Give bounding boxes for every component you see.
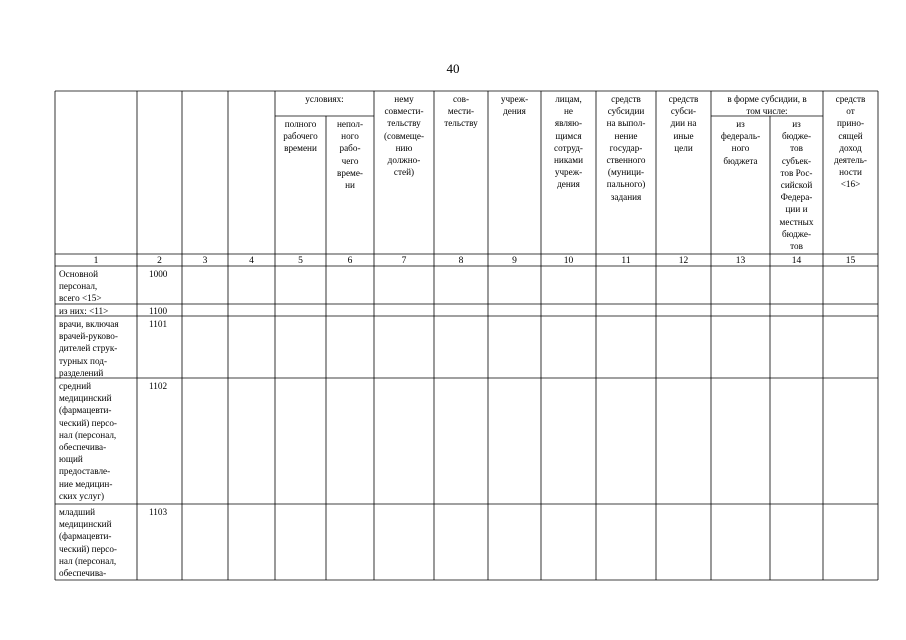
column-number: 12: [678, 256, 689, 266]
row-code: 1103: [149, 507, 168, 517]
row-label: средний медицинский (фармацевти- ческий) персо- нал (персонал, обеспечива- ющий предоставле- ние медицин- ских услуг): [59, 381, 117, 501]
header-col-11: средств субсидии на выпол- нение государ- ственного (муници- пального) задания: [606, 94, 646, 202]
row-label: младший медицинский (фармацевти- ческий) персо- нал (персонал, обеспечива-: [59, 507, 117, 579]
header-conditions: условиях:: [305, 94, 344, 104]
row-code: 1100: [149, 306, 168, 316]
column-number: 13: [735, 256, 746, 266]
header-col-9: учреж- дения: [500, 94, 529, 117]
row-code: 1101: [149, 319, 168, 329]
column-number: 8: [458, 256, 464, 266]
header-col-13: из федераль- ного бюджета: [720, 119, 761, 166]
header-subsidy-group: в форме субсидии, в том числе:: [727, 94, 807, 117]
row-label: из них: <11>: [59, 306, 109, 316]
column-number: 6: [347, 256, 353, 266]
column-number: 3: [202, 256, 208, 266]
column-number: 10: [563, 256, 574, 266]
header-col-7: нему совмести- тельству (совмеще- нию должно- стей): [383, 94, 425, 178]
column-number: 11: [621, 256, 631, 266]
header-col-8: сов- мести- тельству: [444, 94, 478, 129]
column-number: 4: [249, 256, 254, 266]
page-number: 40: [446, 61, 460, 76]
column-number: 1: [93, 256, 99, 266]
header-col-12: средств субси- дии на иные цели: [668, 94, 699, 153]
column-number: 7: [401, 256, 407, 266]
column-number: 15: [845, 256, 856, 266]
row-code: 1102: [149, 381, 168, 391]
row-label: Основной персонал, всего <15>: [59, 269, 102, 304]
header-col-14: из бюдже- тов субъек- тов Рос- сийской Федера- ции и местных бюдже- тов: [779, 119, 814, 252]
header-col-10: лицам, не являю- щимся сотруд- никами учреж- дения: [554, 94, 583, 190]
header-col-15: средств от прино- сящей доход деятель- ности <16>: [834, 94, 867, 190]
row-label: врачи, включая врачей-руково- дителей струк- турных под- разделений: [59, 319, 119, 378]
header-col-5: полного рабочего времени: [283, 119, 318, 154]
column-number: 2: [157, 256, 162, 266]
column-number: 14: [791, 256, 802, 266]
column-number: 9: [512, 256, 517, 266]
row-code: 1000: [149, 269, 168, 279]
header-col-6: непол- ного рабо- чего време- ни: [336, 119, 364, 191]
column-number: 5: [298, 256, 303, 266]
